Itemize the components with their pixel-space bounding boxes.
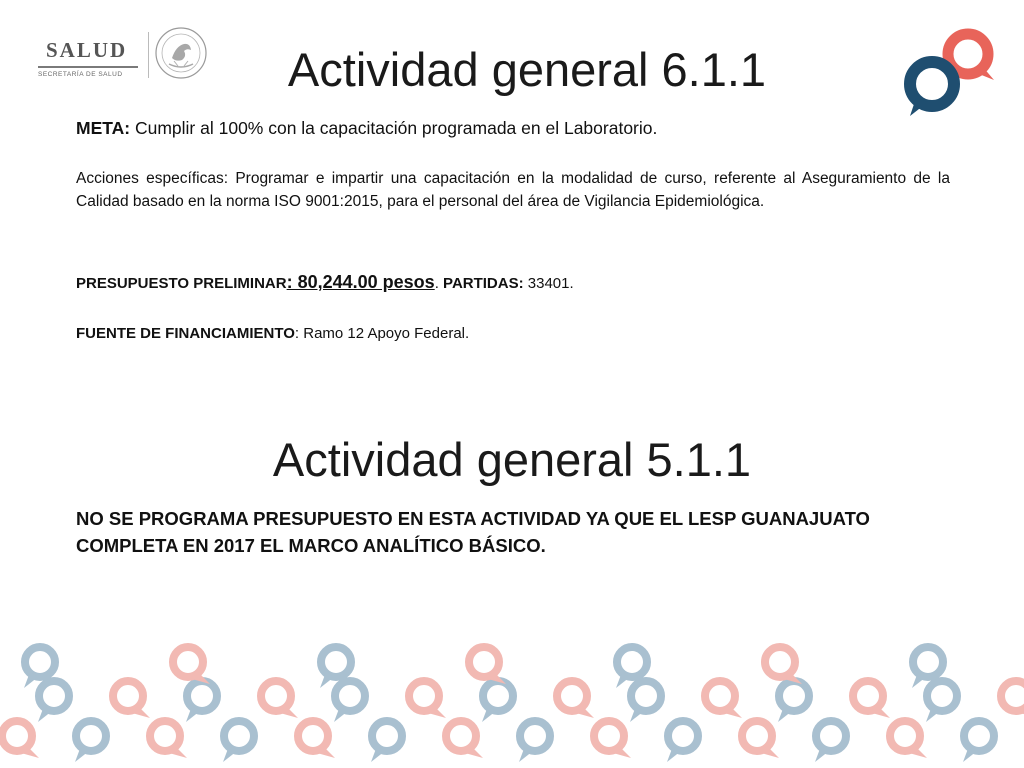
pattern-ring-icon (446, 721, 483, 758)
pattern-ring-icon (557, 681, 594, 718)
meta-paragraph (76, 116, 956, 140)
presupuesto-line (76, 270, 956, 296)
pattern-ring-icon (38, 681, 69, 722)
acciones-text: Programar e impartir una capacitación en la modalidad de curso, referente al Aseguramiento de la Calidad basado en la norma ISO 9001:2015, para el personal del área de Vigilancia Epidemiológica. (76, 170, 950, 210)
pattern-ring-icon (667, 721, 698, 762)
pattern-ring-icon (705, 681, 742, 718)
fuente-label: FUENTE DE FINANCIAMIENTO (76, 325, 295, 342)
meta-text: Cumplir al 100% con la capacitación programada en el Laboratorio. (130, 118, 658, 138)
acciones-label: Acciones específicas: (76, 170, 229, 187)
pattern-ring-icon (926, 681, 957, 722)
pattern-ring-icon (815, 721, 846, 762)
pattern-ring-icon (778, 681, 809, 722)
presupuesto-amount: : 80,244.00 pesos (286, 272, 435, 292)
pattern-ring-icon (469, 647, 506, 684)
pattern-ring-icon (173, 647, 210, 684)
pattern-ring-icon (765, 647, 802, 684)
acciones-paragraph (76, 167, 950, 213)
pattern-ring-icon (75, 721, 106, 762)
salud-logo-text: SALUD (46, 38, 128, 62)
pattern-ring-icon (1001, 681, 1024, 718)
pattern-ring-icon (482, 681, 513, 722)
pattern-ring-icon (409, 681, 446, 718)
partidas-value: 33401. (523, 275, 574, 292)
meta-label: META: (76, 118, 131, 138)
pattern-ring-icon (298, 721, 335, 758)
partidas-label: PARTIDAS: (443, 275, 524, 292)
pattern-ring-icon (371, 721, 402, 762)
pattern-ring-icon (630, 681, 661, 722)
pattern-ring-icon (261, 681, 298, 718)
pattern-ring-icon (334, 681, 365, 722)
pattern-ring-icon (963, 721, 994, 762)
pattern-ring-icon (2, 721, 39, 758)
section2-title: Actividad general 5.1.1 (272, 433, 752, 486)
pattern-ring-icon (890, 721, 927, 758)
salud-logo-subtext: SECRETARÍA DE SALUD (38, 71, 123, 78)
pattern-ring-icon (150, 721, 187, 758)
section2-note: NO SE PROGRAMA PRESUPUESTO EN ESTA ACTIVIDAD YA QUE EL LESP GUANAJUATO COMPLETA EN 2017 EL MARCO ANALÍTICO BÁSICO. (76, 508, 870, 556)
pattern-ring-icon (223, 721, 254, 762)
pattern-ring-icon (519, 721, 550, 762)
fuente-value: : Ramo 12 Apoyo Federal. (294, 325, 470, 342)
pattern-ring-icon (186, 681, 217, 722)
pattern-ring-icon (594, 721, 631, 758)
pattern-ring-icon (853, 681, 890, 718)
fuente-line (76, 322, 956, 346)
pattern-ring-icon (113, 681, 150, 718)
presupuesto-label: PRESUPUESTO PRELIMINAR (76, 275, 287, 292)
section1-title: Actividad general 6.1.1 (287, 43, 767, 96)
pattern-ring-icon (742, 721, 779, 758)
decorative-rings-pattern (0, 628, 1024, 768)
presupuesto-separator: . (434, 275, 444, 292)
